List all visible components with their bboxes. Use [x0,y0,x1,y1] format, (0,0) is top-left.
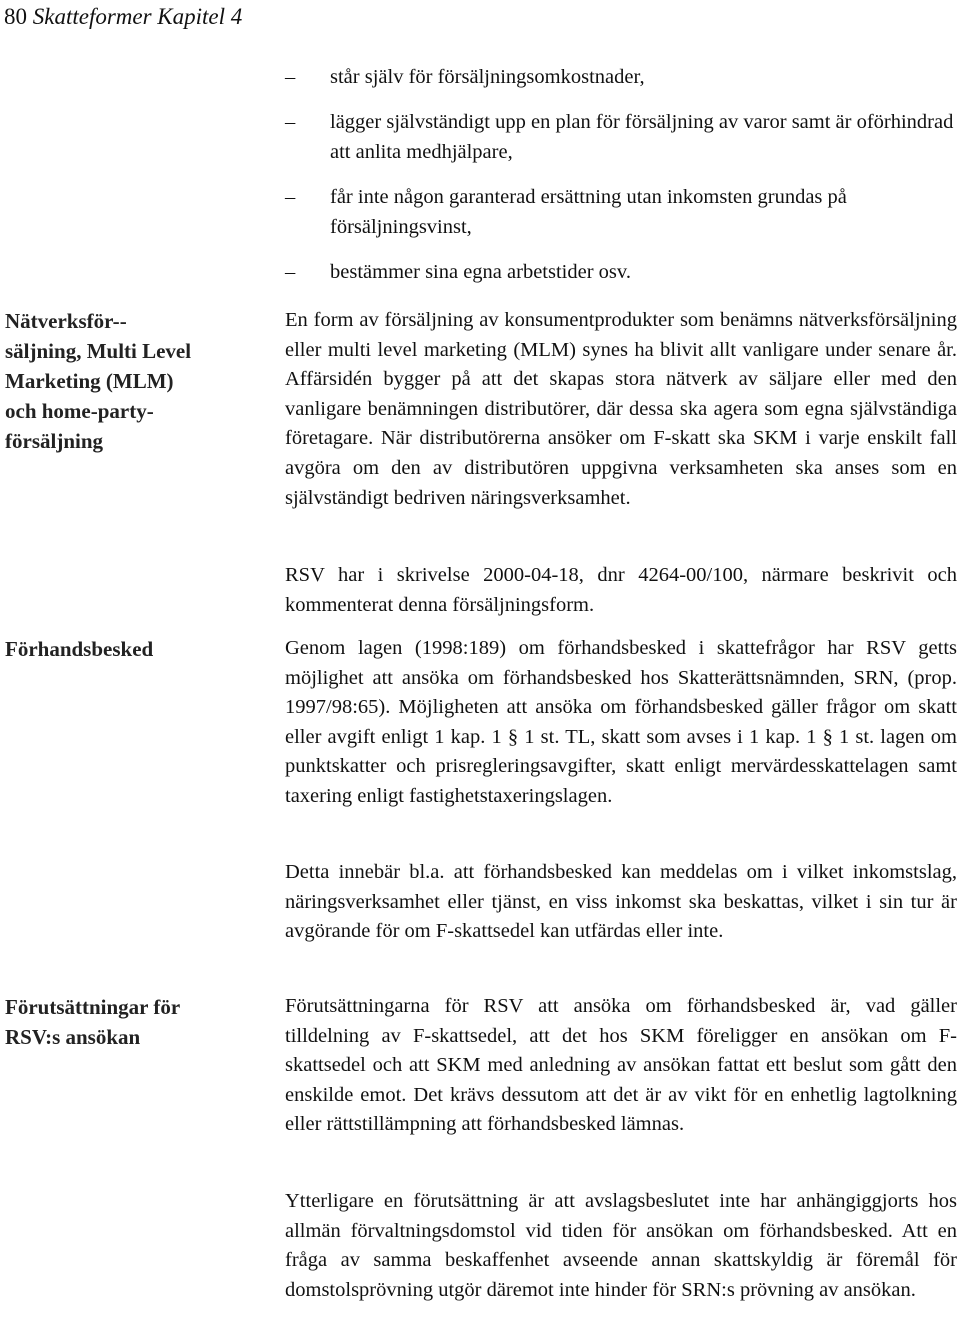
page-header [4,2,242,32]
dash-marker: – [285,186,296,208]
list-item-text: lägger självständigt upp en plan för försäljning av varor samt är oförhindrad att anlita medhjälpare, [330,111,954,163]
dash-marker: – [285,111,296,133]
list-item-text: bestämmer sina egna arbetstider osv. [330,261,631,283]
list-item-text: får inte någon garanterad ersättning utan inkomsten grundas på försäljningsvinst, [330,186,847,238]
margin-heading-network-sales: Nätverksför-säljning, Multi Level Marketing (MLM) och home-party-försäljning [5,309,192,453]
margin-heading-advance-ruling: Förhandsbesked [5,637,154,661]
paragraph-implication: Detta innebär bl.a. att förhandsbesked kan meddelas om i vilket inkomstslag, näringsverksamhet eller tjänst, en viss inkomst ska beskattas, vilket i sin tur är avgörande för om F-skattsedel kan utfärdas eller inte. [285,861,957,943]
running-title: Skatteformer Kapitel 4 [32,4,243,29]
list-item [285,107,957,167]
list-item [285,182,957,242]
list-item [285,62,957,92]
paragraph-advance-ruling-law: Genom lagen (1998:189) om förhandsbesked i skattefrågor har RSV getts möjlighet att ansöka om förhandsbesked hos Skatterättsnämnden, SRN, (prop. 1997/98:65). Möjligheten att ansöka om förhandsbesked gäller frågor om skatt eller avgift enligt 1 kap. 1 § 1 st. TL, skatt som avses i 1 kap. 1 § 1 st. lagen om punktskatter och prisregleringsavgifter, skatt enligt mervärdesskattelagen samt taxering enligt fastighetstaxeringslagen. [285,637,957,807]
paragraph-conditions: Förutsättningarna för RSV att ansöka om förhandsbesked är, vad gäller tilldelning av F-skattsedel, att det hos SKM föreligger en ansökan om F-skattsedel och att SKM med anledning av ansökan fattat ett beslut som gått den enskilde emot. Det krävs dessutom att det är av vikt för en enhetlig lagtolkning eller rättstillämpning att förhandsbesked lämnas. [285,995,957,1136]
paragraph-mlm: En form av försäljning av konsumentprodukter som benämns nätverksförsäljning eller multi level marketing (MLM) synes ha blivit allt vanligare under senare år. Affärsidén bygger på att det skapas stora nätverk av säljare eller med den vanligare benämningen distributörer, där dessa ska agera som egna självständiga företagare. När distributörerna ansöker om F-skatt ska SKM i varje enskilt fall avgöra om den av distributören uppgivna verksamheten ska anses som en självständigt bedriven näringsverksamhet. [285,309,957,509]
list-item [285,257,957,287]
dash-marker: – [285,66,296,88]
list-item-text: står själv för försäljningsomkostnader, [330,66,645,88]
requirement-list [285,62,957,302]
paragraph-rsv-letter: RSV har i skrivelse 2000-04-18, dnr 4264-00/100, närmare beskrivit och kommenterat denna försäljningsform. [285,564,957,616]
paragraph-further-condition: Ytterligare en förutsättning är att avslagsbeslutet inte har anhängiggjorts hos allmän förvaltningsdomstol vid tiden för ansökan om förhandsbesked. Att en fråga av samma beskaffenhet avseende annan skattskyldig är föremål för domstolsprövning utgör däremot inte hinder för SRN:s prövning av ansökan. [285,1190,957,1301]
margin-heading-conditions: Förutsättningar för RSV:s ansökan [5,995,180,1049]
dash-marker: – [285,261,296,283]
page-number: 80 [4,4,27,29]
